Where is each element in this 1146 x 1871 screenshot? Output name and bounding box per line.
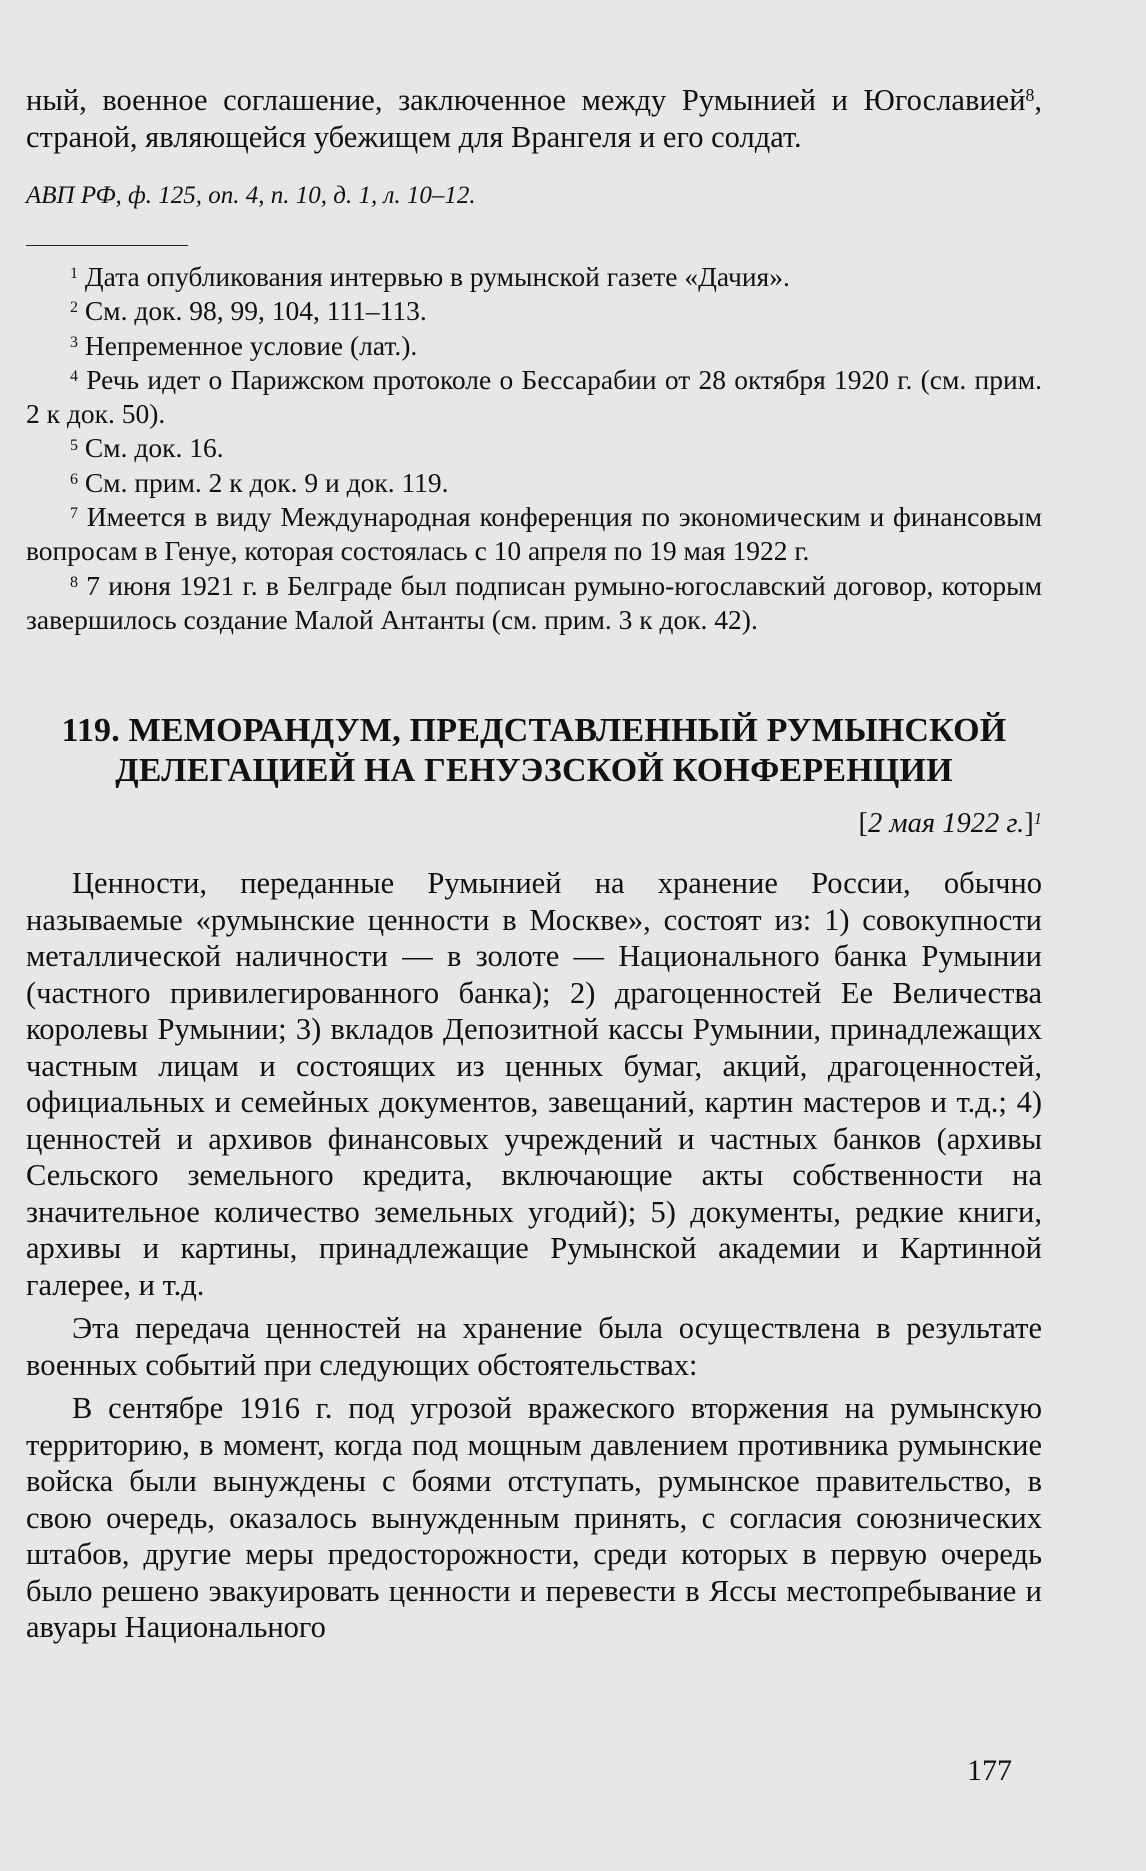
- footnote: [26, 363, 1042, 432]
- footnote: [26, 329, 1042, 363]
- archive-reference: АВП РФ, ф. 125, оп. 4, п. 10, д. 1, л. 10–12.: [26, 182, 476, 209]
- footnote-text: См. док. 98, 99, 104, 111–113.: [84, 295, 427, 327]
- footnote-number: 4: [70, 367, 78, 385]
- heading-line: ДЕЛЕГАЦИЕЙ НА ГЕНУЭЗСКОЙ КОНФЕРЕНЦИИ: [115, 752, 953, 790]
- body-paragraph: В сентябре 1916 г. под угрозой вражеского вторжения на румынскую территорию, в момент, когда под мощным давлением противника румынские войска были вынуждены с боями отступать, румынское правительство, в свою очередь, оказалось вынужденным принять, с согласия союзнических штабов, другие меры предосторожности, среди которых в первую очередь было решено эвакуировать ценности и перевести в Яссы местопребывание и авуары Национального: [26, 1391, 1042, 1645]
- paragraph-text-end: , страной, являющейся убежищем для Врангеля и его солдат.: [26, 83, 1042, 154]
- footnote-divider: [26, 245, 188, 246]
- footnote-number: 7: [70, 505, 78, 523]
- footnote-text: См. док. 16.: [84, 432, 224, 464]
- document-heading: [26, 711, 1042, 791]
- date-text: 2 мая 1922 г.: [868, 808, 1025, 840]
- footnote-number: 3: [70, 333, 78, 351]
- footnote: [26, 260, 1042, 294]
- footnote-marker: 8: [1025, 85, 1035, 106]
- book-page: [26, 82, 1042, 1653]
- footnote-number: 2: [70, 299, 78, 317]
- footnote-text: 7 июня 1921 г. в Белграде был подписан румыно-югославский договор, которым завершилось создание Малой Антанты (см. прим. 3 к док. 42).: [26, 569, 1042, 635]
- footnote-number: 8: [70, 573, 78, 591]
- footnote: [26, 466, 1042, 500]
- footnote: [26, 500, 1042, 569]
- footnote-marker: 1: [1033, 809, 1042, 829]
- footnotes-list: [26, 260, 1042, 637]
- footnote-text: См. прим. 2 к док. 9 и док. 119.: [84, 466, 449, 498]
- paragraph-text: ный, военное соглашение, заключенное между Румынией и Югославией: [26, 83, 1026, 117]
- footnote-number: 6: [70, 470, 78, 488]
- footnote-number: 1: [70, 265, 78, 283]
- heading-line: 119. МЕМОРАНДУМ, ПРЕДСТАВЛЕННЫЙ РУМЫНСКОЙ: [61, 712, 1007, 750]
- document-date: [26, 807, 1042, 841]
- body-paragraph: Эта передача ценностей на хранение была осуществлена в результате военных событий при следующих обстоятельствах:: [26, 1311, 1042, 1382]
- footnote: [26, 569, 1042, 638]
- date-bracket-open: [: [858, 808, 869, 840]
- footnote-text: Дата опубликования интервью в румынской газете «Дачия».: [84, 261, 790, 292]
- footnote-text: Имеется в виду Международная конференция по экономическим и финансовым вопросам в Генуе, которая состоялась с 10 апреля по 19 мая 1922 г.: [26, 501, 1042, 567]
- footnote-text: Непременное условие (лат.).: [84, 329, 418, 361]
- body-paragraph: Ценности, переданные Румынией на хранение России, обычно называемые «румынские ценности в Москве», состоят из: 1) совокупности металлической наличности — в золоте — Национального банка Румынии (частного привилегированного банка); 2) драгоценностей Ее Величества королевы Румынии; 3) вкладов Депозитной кассы Румынии, принадлежащих частным лицам и состоящих из ценных бумаг, акций, драгоценностей, официальных и семейных документов, завещаний, картин мастеров и т.д.; 4) ценностей и архивов финансовых учреждений и частных банков (архивы Сельского земельного кредита, включающие акты собственности на значительное количество земельных угодий); 5) документы, редкие книги, архивы и картины, принадлежащие Румынской академии и Картинной галерее, и т.д.: [26, 866, 1042, 1302]
- footnote-text: Речь идет о Парижском протоколе о Бессарабии от 28 октября 1920 г. (см. прим. 2 к док. 50).: [26, 363, 1042, 430]
- footnote-number: 5: [70, 436, 78, 454]
- page-number: 177: [967, 1754, 1012, 1787]
- date-bracket-close: ]: [1024, 808, 1034, 840]
- footnote: [26, 294, 1042, 328]
- footnote: [26, 431, 1042, 465]
- continued-paragraph: [26, 82, 1042, 155]
- document-body: [26, 865, 1042, 1646]
